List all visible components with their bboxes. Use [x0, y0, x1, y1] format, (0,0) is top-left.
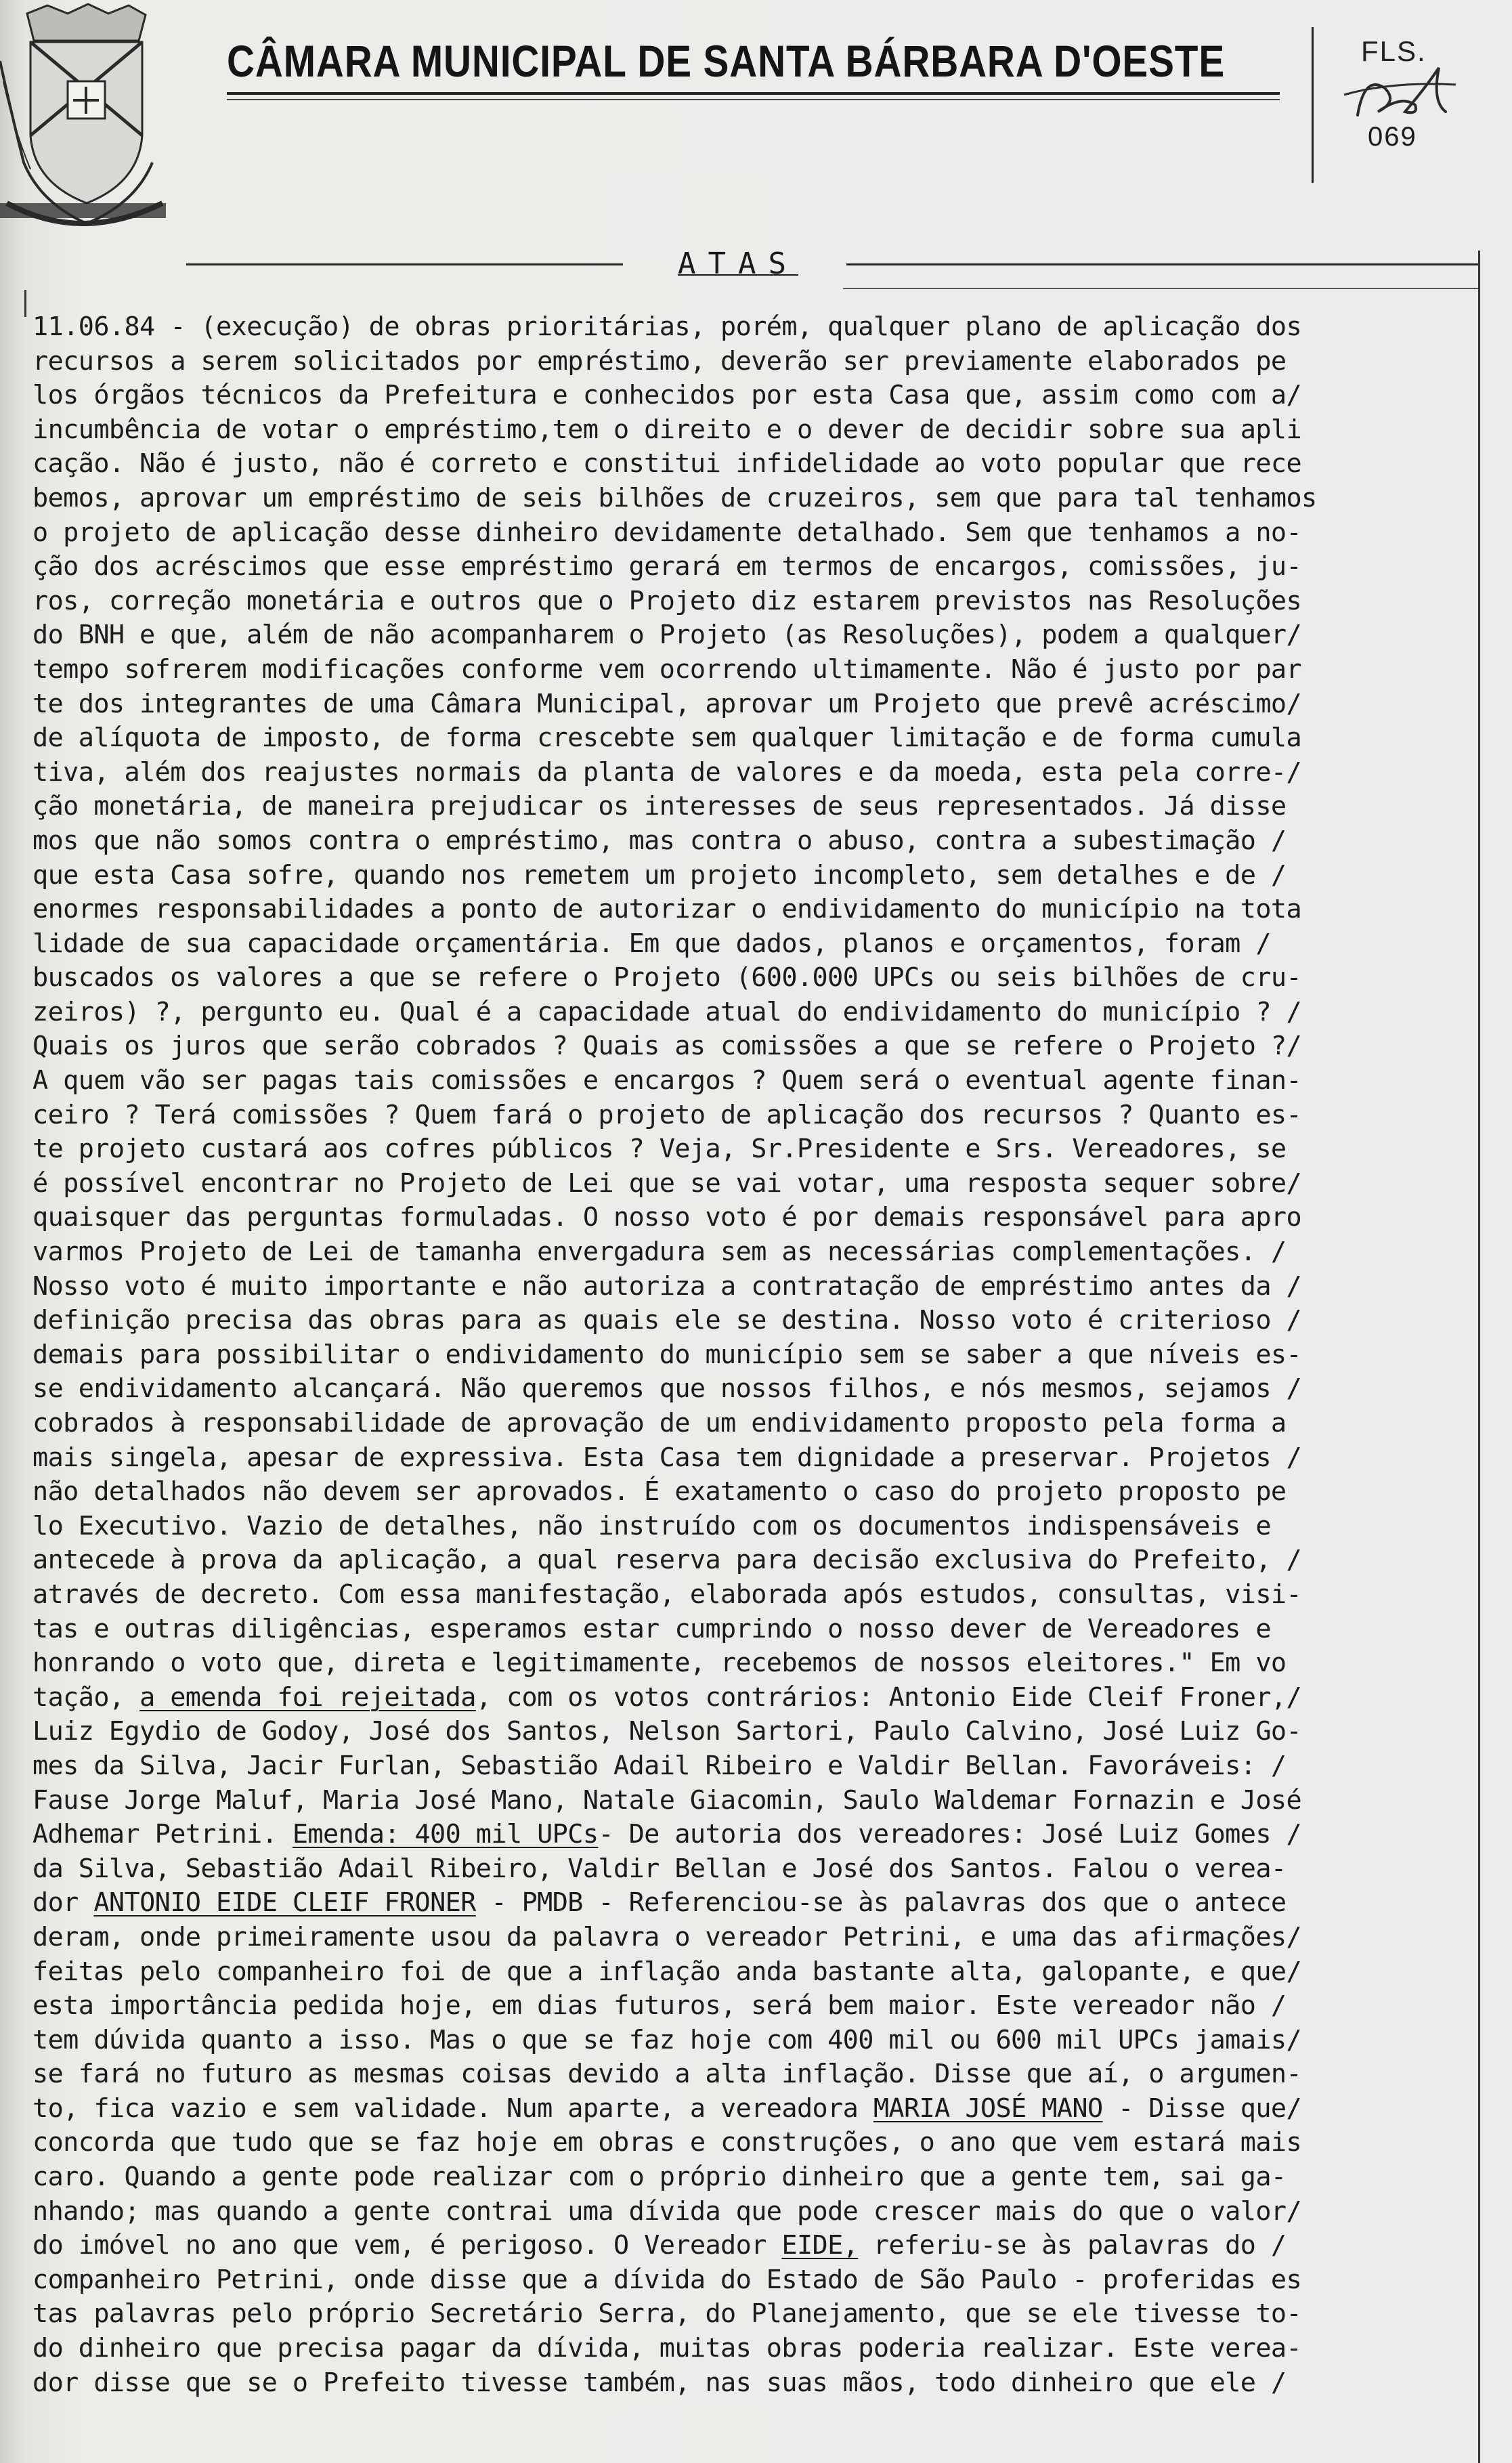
text-line: caro. Quando a gente pode realizar com o próprio dinheiro que a gente tem, sai ga-: [33, 2162, 1287, 2193]
text-line: tação, a emenda foi rejeitada, com os votos contrários: Antonio Eide Cleif Froner,/: [33, 1682, 1302, 1713]
text-line: buscados os valores a que se refere o Projeto (600.000 UPCs ou seis bilhões de cru-: [33, 962, 1302, 993]
text-line: antecede à prova da aplicação, a qual reserva para decisão exclusiva do Prefeito, /: [33, 1545, 1302, 1576]
text-line: bemos, aprovar um empréstimo de seis bilhões de cruzeiros, sem que para tal tenhamos: [33, 482, 1317, 513]
text-line: lidade de sua capacidade orçamentária. Em que dados, planos e orçamentos, foram /: [33, 928, 1271, 959]
text-line: dor ANTONIO EIDE CLEIF FRONER - PMDB - Referenciou-se às palavras dos que o antece: [33, 1887, 1287, 1919]
text-line: ção dos acréscimos que esse empréstimo gerará em termos de encargos, comissões, ju-: [33, 551, 1302, 582]
underlined-phrase: EIDE,: [781, 2230, 859, 2261]
text-line: los órgãos técnicos da Prefeitura e conhecidos por esta Casa que, assim como com a/: [33, 380, 1302, 411]
title-rule: [227, 92, 1280, 95]
text-line: tiva, além dos reajustes normais da planta de valores e da moeda, esta pela corre-/: [33, 756, 1302, 788]
text-line: quaisquer das perguntas formuladas. O nosso voto é por demais responsável para apro: [33, 1202, 1302, 1233]
text-line: zeiros) ?, pergunto eu. Qual é a capacidade atual do endividamento do município ? /: [33, 996, 1302, 1027]
text-line: deram, onde primeiramente usou da palavra o vereador Petrini, e uma das afirmações/: [33, 1921, 1302, 1952]
text-line: incumbência de votar o empréstimo,tem o direito e o dever de decidir sobre sua apli: [33, 414, 1302, 445]
text-line: Fause Jorge Maluf, Maria José Mano, Natale Giacomin, Saulo Waldemar Fornazin e José: [33, 1784, 1302, 1816]
text-line: Luiz Egydio de Godoy, José dos Santos, Nelson Sartori, Paulo Calvino, José Luiz Go-: [33, 1716, 1302, 1747]
text-line: do imóvel no ano que vem, é perigoso. O Vereador EIDE, referiu-se às palavras do /: [33, 2230, 1287, 2261]
text-line: to, fica vazio e sem validade. Num aparte, a vereadora MARIA JOSÉ MANO - Disse que/: [33, 2093, 1302, 2124]
text-line: te projeto custará aos cofres públicos ? Veja, Sr.Presidente e Srs. Vereadores, se: [33, 1134, 1287, 1165]
text-line: se endividamento alcançará. Não queremos que nossos filhos, e nós mesmos, sejamos /: [33, 1373, 1302, 1405]
institution-title: CÂMARA MUNICIPAL DE SANTA BÁRBARA D'OESTE: [227, 36, 1226, 86]
underlined-phrase: ANTONIO EIDE CLEIF FRONER: [93, 1887, 476, 1919]
text-line: cação. Não é justo, não é correto e constitui infidelidade ao voto popular que rece: [33, 448, 1302, 479]
text-line: se fará no futuro as mesmas coisas devido a alta inflação. Disse que aí, o argumen-: [33, 2059, 1302, 2090]
underlined-phrase: Emenda: 400 mil UPCs: [292, 1819, 599, 1850]
text-line: do BNH e que, além de não acompanharem o Projeto (as Resoluções), podem a qualquer/: [33, 620, 1302, 651]
section-rule-left: [186, 263, 623, 265]
text-line: feitas pelo companheiro foi de que a inflação anda bastante alta, galopante, e que/: [33, 1956, 1302, 1987]
header-divider: [1312, 27, 1314, 183]
minutes-body: [33, 310, 1454, 2400]
text-line: mes da Silva, Jacir Furlan, Sebastião Adail Ribeiro e Valdir Bellan. Favoráveis: /: [33, 1750, 1287, 1781]
text-line: definição precisa das obras para as quais ele se destina. Nosso voto é criterioso /: [33, 1305, 1302, 1336]
section-title: [643, 247, 833, 281]
text-line: esta importância pedida hoje, em dias futuros, será bem maior. Este vereador não /: [33, 1990, 1287, 2021]
text-line: ção monetária, de maneira prejudicar os interesses de seus representados. Já disse: [33, 791, 1287, 822]
underlined-phrase: a emenda foi rejeitada: [139, 1682, 476, 1713]
page-left-stub: [24, 290, 26, 317]
municipal-crest-icon: [0, 0, 166, 244]
text-line: te dos integrantes de uma Câmara Municipal, aprovar um Projeto que prevê acréscimo/: [33, 688, 1302, 719]
text-line: nhando; mas quando a gente contrai uma dívida que pode crescer mais do que o valor/: [33, 2196, 1302, 2227]
text-line: varmos Projeto de Lei de tamanha envergadura sem as necessárias complementações. /: [33, 1237, 1287, 1268]
section-rule-right: [846, 263, 1479, 265]
text-line: ros, correção monetária e outros que o Projeto diz estarem previstos nas Resoluções: [33, 585, 1302, 616]
text-line: tas palavras pelo próprio Secretário Serra, do Planejamento, que se ele tivesse to-: [33, 2298, 1302, 2330]
title-rule-secondary: [227, 99, 1280, 100]
text-line: do dinheiro que precisa pagar da dívida, muitas obras poderia realizar. Este verea-: [33, 2333, 1302, 2364]
text-line: concorda que tudo que se faz hoje em obras e construções, o ano que vem estará mais: [33, 2127, 1302, 2158]
text-line: o projeto de aplicação desse dinheiro devidamente detalhado. Sem que tenhamos a no-: [33, 517, 1302, 548]
text-line: lo Executivo. Vazio de detalhes, não instruído com os documentos indispensáveis e: [33, 1510, 1271, 1541]
page-right-border: [1478, 251, 1480, 2463]
text-line: mais singela, apesar de expressiva. Esta Casa tem dignidade a preservar. Projetos /: [33, 1442, 1302, 1473]
folio-label: FLS.: [1361, 35, 1427, 67]
text-line: tempo sofrerem modificações conforme vem ocorrendo ultimamente. Não é justo por par: [33, 654, 1302, 685]
underlined-phrase: MARIA JOSÉ MANO: [873, 2093, 1103, 2124]
text-line: através de decreto. Com essa manifestação, elaborada após estudos, consultas, visi-: [33, 1579, 1302, 1610]
text-line: demais para possibilitar o endividamento do município sem se saber a que níveis es-: [33, 1339, 1302, 1370]
text-line: mos que não somos contra o empréstimo, mas contra o abuso, contra a subestimação /: [33, 825, 1287, 856]
text-line: que esta Casa sofre, quando nos remetem um projeto incompleto, sem detalhes e de /: [33, 859, 1287, 891]
text-line: de alíquota de imposto, de forma crescebte sem qualquer limitação e de forma cumula: [33, 723, 1302, 754]
section-rule-right-lower: [843, 288, 1479, 289]
text-line: não detalhados não devem ser aprovados. É exatamento o caso do projeto proposto pe: [33, 1476, 1287, 1507]
text-line: da Silva, Sebastião Adail Ribeiro, Valdir Bellan e José dos Santos. Falou o verea-: [33, 1853, 1287, 1884]
text-line: companheiro Petrini, onde disse que a dívida do Estado de São Paulo - proferidas es: [33, 2264, 1302, 2295]
text-line: dor disse que se o Prefeito tivesse também, nas suas mãos, todo dinheiro que ele /: [33, 2367, 1287, 2398]
text-line: enormes responsabilidades a ponto de autorizar o endividamento do município na tota: [33, 894, 1302, 925]
text-line: honrando o voto que, direta e legitimamente, recebemos de nossos eleitores." Em vo: [33, 1648, 1287, 1679]
text-line: 11.06.84 - (execução) de obras prioritárias, porém, qualquer plano de aplicação dos: [33, 312, 1302, 342]
text-line: A quem vão ser pagas tais comissões e encargos ? Quem será o eventual agente finan-: [33, 1065, 1302, 1096]
section-title-text: ATAS: [678, 247, 798, 281]
text-line: ceiro ? Terá comissões ? Quem fará o projeto de aplicação dos recursos ? Quanto es-: [33, 1099, 1302, 1130]
text-line: Nosso voto é muito importante e não autoriza a contratação de empréstimo antes da /: [33, 1270, 1302, 1302]
text-line: tem dúvida quanto a isso. Mas o que se faz hoje com 400 mil ou 600 mil UPCs jamais/: [33, 2024, 1302, 2055]
text-line: é possível encontrar no Projeto de Lei que se vai votar, uma resposta sequer sobre/: [33, 1168, 1302, 1199]
page-number: 069: [1368, 122, 1417, 152]
text-line: recursos a serem solicitados por empréstimo, deverão ser previamente elaborados pe: [33, 345, 1287, 377]
text-line: cobrados à responsabilidade de aprovação de um endividamento proposto pela forma a: [33, 1408, 1287, 1438]
text-line: tas e outras diligências, esperamos estar cumprindo o nosso dever de Vereadores e: [33, 1613, 1271, 1644]
text-line: Quais os juros que serão cobrados ? Quais as comissões a que se refere o Projeto ?/: [33, 1031, 1302, 1062]
text-line: Adhemar Petrini. Emenda: 400 mil UPCs- De autoria dos vereadores: José Luiz Gomes /: [33, 1819, 1302, 1850]
